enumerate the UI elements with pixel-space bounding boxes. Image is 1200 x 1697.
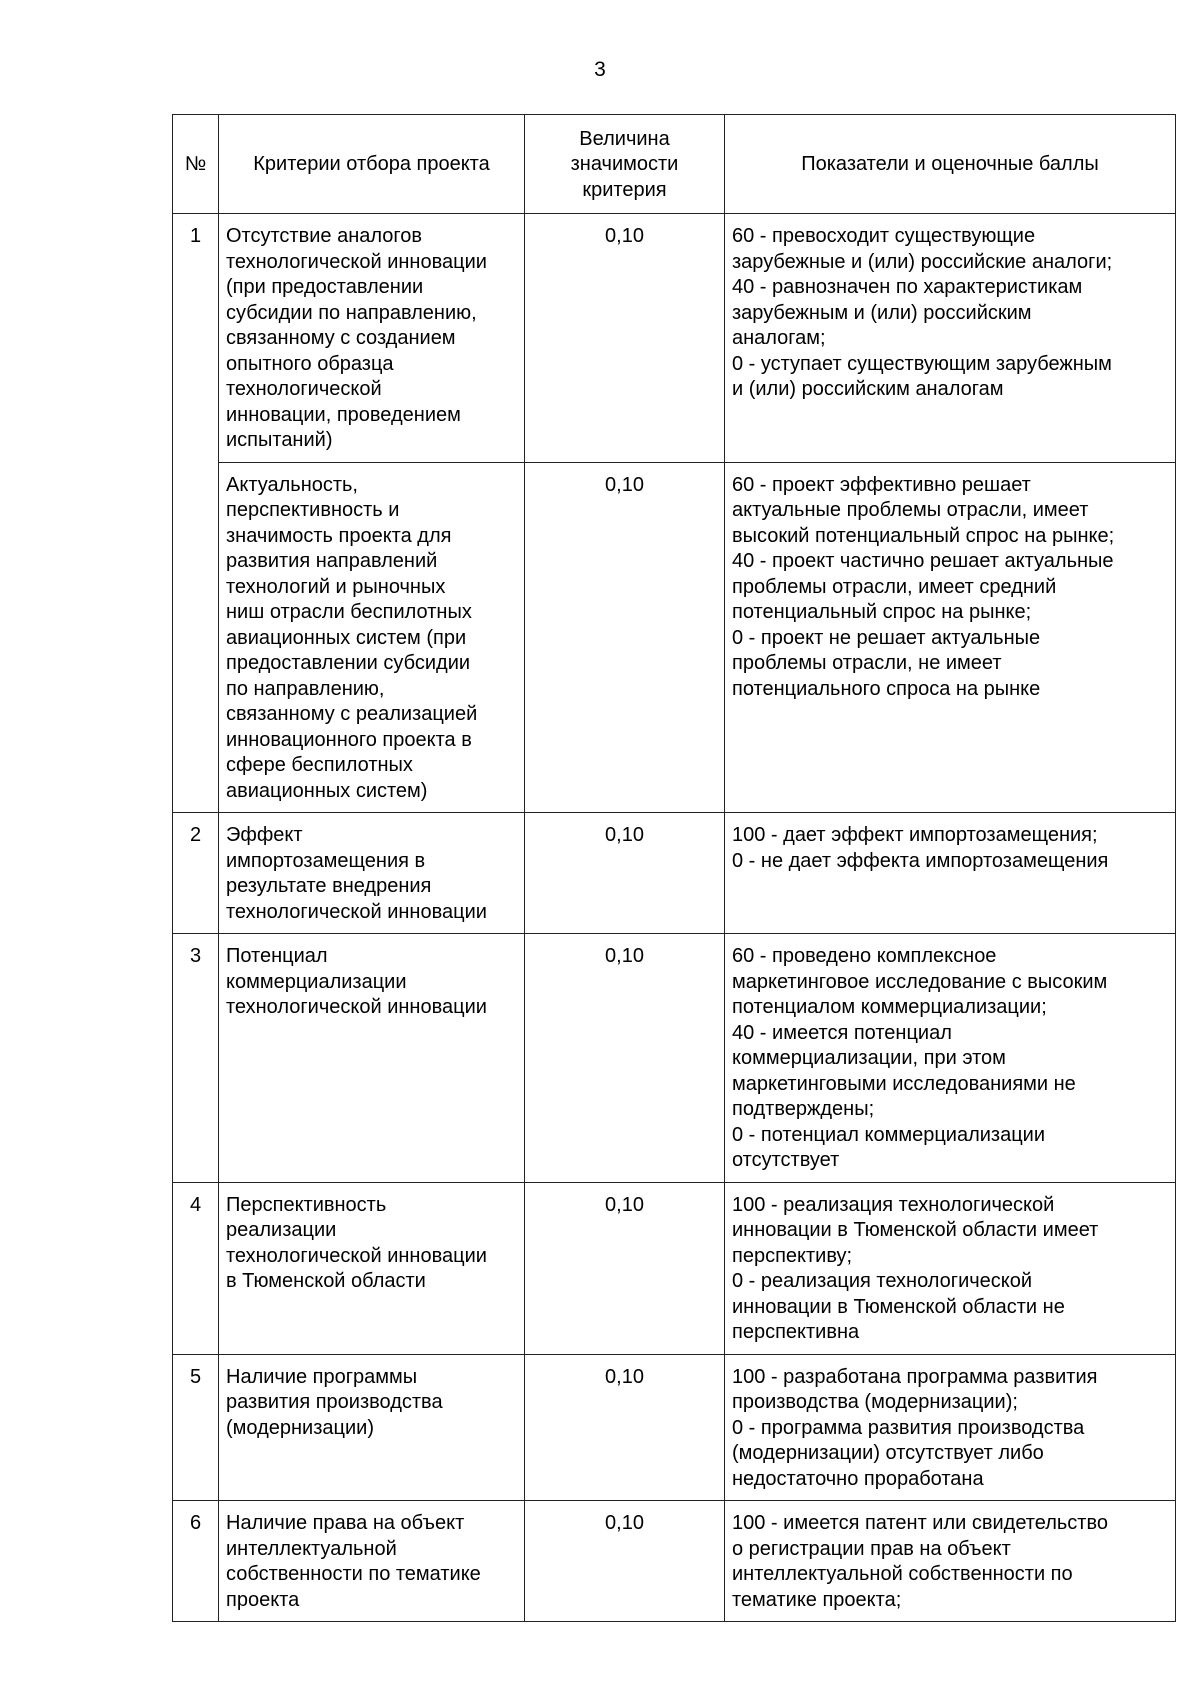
row-weight: 0,10 <box>525 1501 725 1622</box>
table-row <box>173 1182 1176 1354</box>
row-criterion: Наличие права на объект интеллектуальной собственности по тематике проекта <box>219 1501 525 1622</box>
row-indicators: 60 - превосходит существующие зарубежные и (или) российские аналоги; 40 - равнозначен по характеристикам зарубежным и (или) российским аналогам; 0 - уступает существующим зарубежным и (или) российским аналогам <box>725 214 1176 463</box>
header-weight: Величина значимости критерия <box>525 115 725 214</box>
row-number: 4 <box>173 1182 219 1354</box>
criteria-table <box>172 114 1176 1622</box>
row-criterion: Актуальность, перспективность и значимость проекта для развития направлений технологий и рыночных ниш отрасли беспилотных авиационных систем (при предоставлении субсидии по направлению, связанному с реализацией инновационного проекта в сфере беспилотных авиационных систем) <box>219 462 525 813</box>
row-number: 2 <box>173 813 219 934</box>
row-number: 1 <box>173 214 219 463</box>
row-indicators: 60 - проведено комплексное маркетинговое исследование с высоким потенциалом коммерциализации; 40 - имеется потенциал коммерциализации, при этом маркетинговыми исследованиями не подтверждены; 0 - потенциал коммерциализации отсутствует <box>725 934 1176 1183</box>
row-indicators: 100 - имеется патент или свидетельство о регистрации прав на объект интеллектуальной собственности по тематике проекта; <box>725 1501 1176 1622</box>
row-weight: 0,10 <box>525 214 725 463</box>
row-criterion: Эффект импортозамещения в результате внедрения технологической инновации <box>219 813 525 934</box>
table-row <box>173 462 1176 813</box>
table-row <box>173 813 1176 934</box>
row-weight: 0,10 <box>525 813 725 934</box>
header-indicators: Показатели и оценочные баллы <box>725 115 1176 214</box>
header-criterion: Критерии отбора проекта <box>219 115 525 214</box>
table-header-row <box>173 115 1176 214</box>
table-row <box>173 1354 1176 1501</box>
row-weight: 0,10 <box>525 462 725 813</box>
row-number: 6 <box>173 1501 219 1622</box>
page-number: 3 <box>594 58 606 81</box>
row-indicators: 100 - дает эффект импортозамещения; 0 - не дает эффекта импортозамещения <box>725 813 1176 934</box>
header-number: № <box>173 115 219 214</box>
row-indicators: 60 - проект эффективно решает актуальные проблемы отрасли, имеет высокий потенциальный спрос на рынке; 40 - проект частично решает актуальные проблемы отрасли, имеет средний потенциальный спрос на рынке; 0 - проект не решает актуальные проблемы отрасли, не имеет потенциального спроса на рынке <box>725 462 1176 813</box>
row-weight: 0,10 <box>525 934 725 1183</box>
row-weight: 0,10 <box>525 1182 725 1354</box>
row-criterion: Перспективность реализации технологической инновации в Тюменской области <box>219 1182 525 1354</box>
table-row <box>173 934 1176 1183</box>
table-row <box>173 1501 1176 1622</box>
row-number: 5 <box>173 1354 219 1501</box>
row-indicators: 100 - разработана программа развития производства (модернизации); 0 - программа развития производства (модернизации) отсутствует либо недостаточно проработана <box>725 1354 1176 1501</box>
row-criterion: Отсутствие аналогов технологической инновации (при предоставлении субсидии по направлению, связанному с созданием опытного образца технологической инновации, проведением испытаний) <box>219 214 525 463</box>
row-criterion: Наличие программы развития производства (модернизации) <box>219 1354 525 1501</box>
row-criterion: Потенциал коммерциализации технологической инновации <box>219 934 525 1183</box>
table-row <box>173 214 1176 463</box>
row-number <box>173 462 219 813</box>
row-indicators: 100 - реализация технологической инновации в Тюменской области имеет перспективу; 0 - реализация технологической инновации в Тюменской области не перспективна <box>725 1182 1176 1354</box>
row-weight: 0,10 <box>525 1354 725 1501</box>
row-number: 3 <box>173 934 219 1183</box>
